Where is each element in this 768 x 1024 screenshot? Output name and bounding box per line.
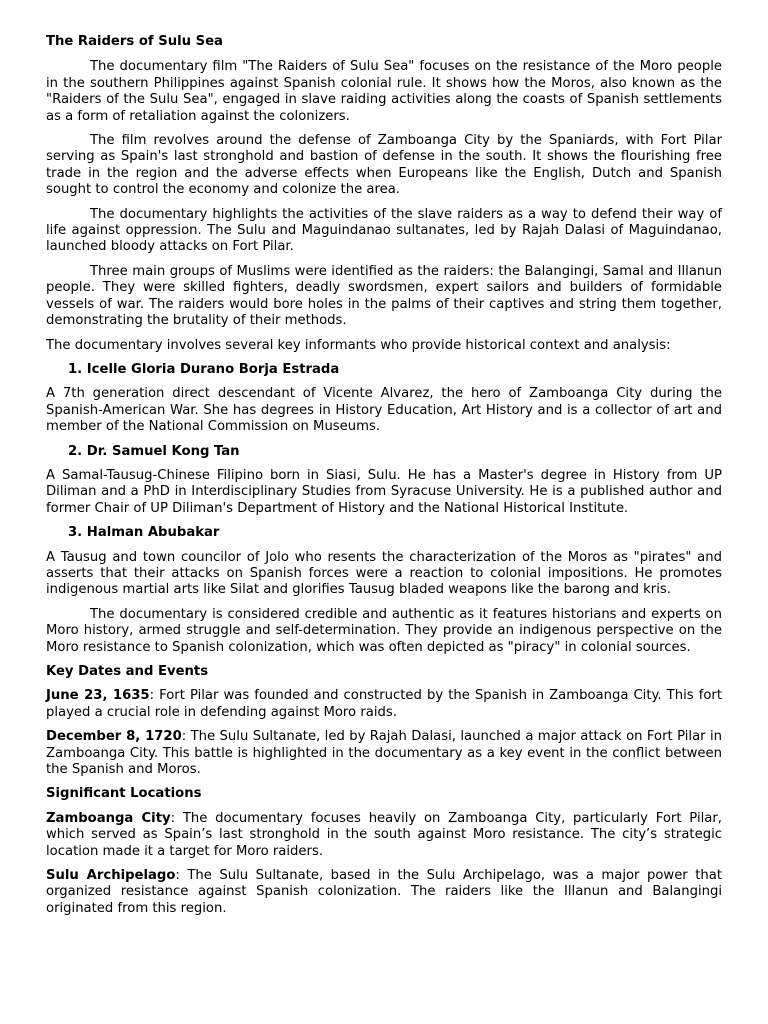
location-text: : The documentary focuses heavily on Zamboanga City, particularly Fort Pilar, which served as Spain’s last stronghold in the south against Moro resistance. The city’s strategic location made it a target for Moro raiders.	[46, 810, 722, 859]
informant-description: A Tausug and town councilor of Jolo who resents the characterization of the Moros as "pirates" and asserts that their attacks on Spanish forces were a reaction to colonial impositions. He promotes indigenous martial arts like Silat and glorifies Tausug bladed weapons like the barong and kris.	[46, 549, 722, 598]
key-date-label: December 8, 1720	[46, 729, 182, 745]
informant-description: A Samal-Tausug-Chinese Filipino born in Siasi, Sulu. He has a Master's degree in History from UP Diliman and a PhD in Interdisciplinary Studies from Syracuse University. He is a published author and former Chair of UP Diliman's Department of History and the National Historical Institute.	[46, 467, 722, 516]
paragraph-intro: The documentary film "The Raiders of Sulu Sea" focuses on the resistance of the Moro people in the southern Philippines against Spanish colonial rule. It shows how the Moros, also known as the "Raiders of the Sulu Sea", engaged in slave raiding activities along the coasts of Spanish settlements as a form of retaliation against the colonizers.	[46, 59, 722, 124]
location-entry	[46, 811, 722, 860]
document-title: The Raiders of Sulu Sea	[46, 34, 223, 49]
informant-heading: 2. Dr. Samuel Kong Tan	[68, 443, 240, 459]
locations-heading: Significant Locations	[46, 786, 202, 802]
key-date-text: : The Sulu Sultanate, led by Rajah Dalasi, launched a major attack on Fort Pilar in Zamboanga City. This battle is highlighted in the documentary as a key event in the conflict between the Spanish and Moros.	[46, 729, 722, 778]
key-date-entry	[46, 688, 722, 721]
paragraph-raider-groups: Three main groups of Muslims were identified as the raiders: the Balangingi, Samal and Illanun people. They were skilled fighters, deadly swordsmen, expert sailors and builders of formidable vessels of war. The raiders would bore holes in the palms of their captives and string them together, demonstrating the brutality of their methods.	[46, 263, 722, 329]
informant-heading: 3. Halman Abubakar	[68, 525, 220, 541]
key-date-label: June 23, 1635	[46, 688, 150, 704]
paragraph-credibility: The documentary is considered credible and authentic as it features historians and experts on Moro history, armed struggle and self-determination. They provide an indigenous perspective on the Moro resistance to Spanish colonization, which was often depicted as "piracy" in colonial sources.	[46, 606, 722, 655]
informant-heading: 1. Icelle Gloria Durano Borja Estrada	[68, 361, 340, 377]
paragraph-zamboanga-defense: The film revolves around the defense of Zamboanga City by the Spaniards, with Fort Pilar serving as Spain's last stronghold and bastion of defense in the south. It shows the flourishing free trade in the region and the adverse effects when Europeans like the English, Dutch and Spanish sought to control the economy and colonize the area.	[46, 133, 722, 198]
location-text: : The Sulu Sultanate, based in the Sulu Archipelago, was a major power that organized resistance against Spanish colonization. The raiders like the Illanun and Balangingi originated from this region.	[46, 868, 722, 916]
key-date-text: : Fort Pilar was founded and constructed by the Spanish in Zamboanga City. This fort played a crucial role in defending against Moro raids.	[46, 688, 722, 720]
informants-intro: The documentary involves several key informants who provide historical context and analysis:	[46, 337, 671, 353]
key-dates-heading: Key Dates and Events	[46, 664, 209, 679]
location-label: Sulu Archipelago	[46, 868, 176, 884]
location-label: Zamboanga City	[46, 810, 171, 826]
document-body	[46, 34, 722, 925]
paragraph-slave-raiders: The documentary highlights the activities of the slave raiders as a way to defend their way of life against oppression. The Sulu and Maguindanao sultanates, led by Rajah Dalasi of Maguindanao, launched bloody attacks on Fort Pilar.	[46, 206, 722, 255]
key-date-entry	[46, 729, 722, 778]
location-entry	[46, 868, 722, 917]
informant-description: A 7th generation direct descendant of Vicente Alvarez, the hero of Zamboanga City during the Spanish-American War. She has degrees in History Education, Art History and is a collector of art and member of the National Commission on Museums.	[46, 386, 722, 435]
